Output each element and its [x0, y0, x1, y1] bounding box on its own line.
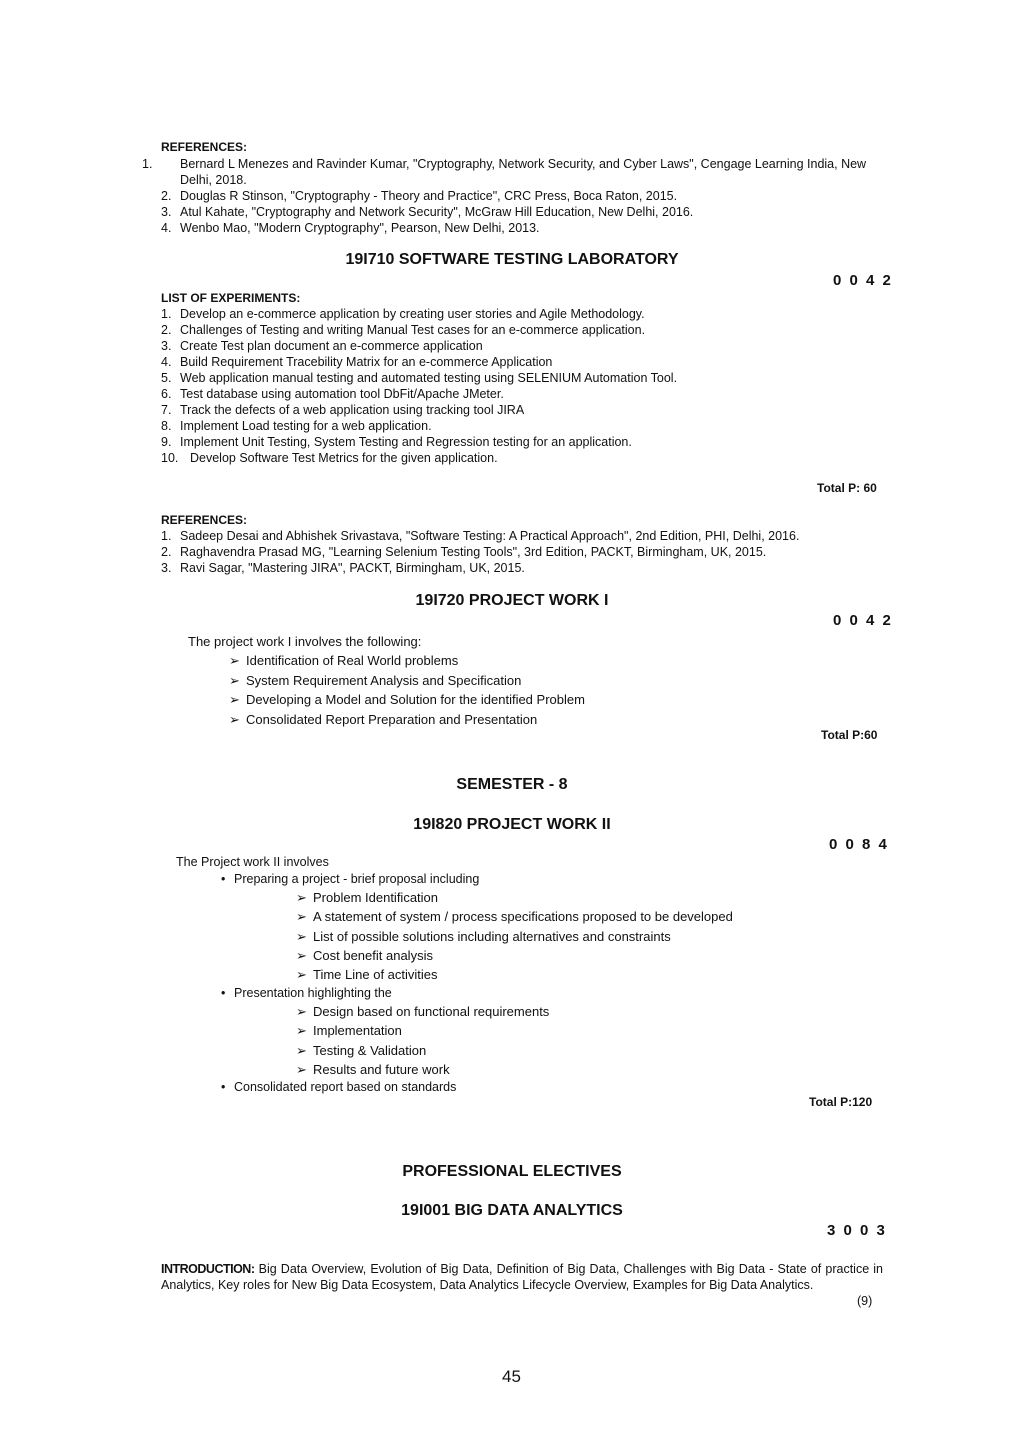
- list-item: ➢ Problem Identification: [296, 890, 439, 905]
- introduction-paragraph: [161, 1261, 883, 1293]
- experiment-item: 2. Challenges of Testing and writing Manual Test cases for an e-commerce application.: [161, 323, 646, 337]
- experiment-item: 1. Develop an e-commerce application by creating user stories and Agile Methodology.: [161, 307, 645, 321]
- list-item: ➢ System Requirement Analysis and Specification: [229, 672, 522, 688]
- list-item: ➢ List of possible solutions including alternatives and constraints: [296, 928, 671, 944]
- reference-item: 3. Ravi Sagar, "Mastering JIRA", PACKT, Birmingham, UK, 2015.: [161, 561, 525, 575]
- project2-credits: 0 0 8 4: [829, 836, 889, 853]
- electives-heading: PROFESSIONAL ELECTIVES: [402, 1163, 622, 1180]
- list-item: ➢ Results and future work: [296, 1061, 450, 1077]
- list-item: ➢ Implementation: [296, 1023, 402, 1039]
- project1-total: Total P:60: [821, 728, 878, 742]
- lab-references-list: [161, 528, 799, 576]
- introduction-text: Big Data Overview, Evolution of Big Data, Definition of Big Data, Challenges with Big Data - State of practice in Analytics, Key roles for New Big Data Ecosystem, Data Analytics Lifecycle Overview, Examples for Big Data Analytics.: [161, 1262, 883, 1292]
- project2-intro: The Project work II involves: [176, 855, 329, 869]
- introduction-hours: (9): [857, 1294, 873, 1308]
- reference-item: 4. Wenbo Mao, "Modern Cryptography", Pearson, New Delhi, 2013.: [161, 221, 540, 235]
- elective-course-title: 19I001 BIG DATA ANALYTICS: [401, 1202, 623, 1219]
- experiments-list: [161, 306, 677, 466]
- reference-item: 1. Bernard L Menezes and Ravinder Kumar, "Cryptography, Network Security, and Cyber Laws", Cengage Learning India, New Delhi, 2018.: [142, 157, 867, 187]
- project2-group-label: • Presentation highlighting the: [221, 986, 392, 1000]
- project2-group-label: • Consolidated report based on standards: [221, 1080, 457, 1094]
- introduction-label: INTRODUCTION:: [161, 1262, 255, 1276]
- reference-item: 3. Atul Kahate, "Cryptography and Network Security", McGraw Hill Education, New Delhi, 2016.: [161, 205, 694, 219]
- list-item: ➢ Cost benefit analysis: [296, 947, 433, 963]
- list-item: ➢ A statement of system / process specifications proposed to be developed: [296, 909, 733, 925]
- project2-group-label: • Preparing a project - brief proposal including: [221, 872, 480, 886]
- list-item: ➢ Consolidated Report Preparation and Presentation: [229, 711, 538, 727]
- list-item: ➢ Developing a Model and Solution for the identified Problem: [229, 692, 585, 707]
- lab-course-title: 19I710 SOFTWARE TESTING LABORATORY: [345, 251, 679, 268]
- semester-heading: SEMESTER - 8: [456, 776, 568, 793]
- list-item: ➢ Design based on functional requirements: [296, 1004, 550, 1019]
- list-item: ➢ Time Line of activities: [296, 967, 438, 983]
- lab-references-heading: REFERENCES:: [161, 513, 248, 527]
- experiment-item: 9. Implement Unit Testing, System Testing and Regression testing for an application.: [161, 435, 632, 449]
- project2-title: 19I820 PROJECT WORK II: [413, 816, 611, 833]
- reference-item: 2. Raghavendra Prasad MG, "Learning Selenium Testing Tools", 3rd Edition, PACKT, Birmingham, UK, 2015.: [161, 545, 767, 559]
- references-list: [142, 156, 900, 236]
- list-item: ➢ Identification of Real World problems: [229, 653, 459, 668]
- project2-total: Total P:120: [809, 1095, 873, 1109]
- experiment-item: 6. Test database using automation tool DbFit/Apache JMeter.: [161, 387, 504, 401]
- experiment-item: 8. Implement Load testing for a web application.: [161, 419, 432, 433]
- references-heading: REFERENCES:: [161, 140, 248, 154]
- reference-item: 1. Sadeep Desai and Abhishek Srivastava, "Software Testing: A Practical Approach", 2nd Edition, PHI, Delhi, 2016.: [161, 529, 800, 543]
- project1-title: 19I720 PROJECT WORK I: [415, 592, 609, 609]
- experiment-item: 5. Web application manual testing and automated testing using SELENIUM Automation Tool.: [161, 371, 678, 385]
- experiments-heading: LIST OF EXPERIMENTS:: [161, 291, 301, 305]
- page-number: 45: [502, 1367, 521, 1386]
- project1-list: [229, 651, 585, 729]
- project1-credits: 0 0 4 2: [833, 612, 893, 629]
- experiment-item: 10. Develop Software Test Metrics for the given application.: [161, 451, 498, 465]
- lab-total: Total P: 60: [817, 481, 877, 495]
- experiment-item: 3. Create Test plan document an e-commerce application: [161, 339, 483, 353]
- experiment-item: 4. Build Requirement Tracebility Matrix for an e-commerce Application: [161, 355, 553, 369]
- elective-credits: 3 0 0 3: [827, 1222, 887, 1239]
- list-item: ➢ Testing & Validation: [296, 1042, 427, 1058]
- reference-item: 2. Douglas R Stinson, "Cryptography - Theory and Practice", CRC Press, Boca Raton, 2015.: [161, 189, 678, 203]
- project2-sub-list: [296, 888, 733, 984]
- lab-credits: 0 0 4 2: [833, 272, 893, 289]
- project2-sub-list: [296, 1002, 549, 1079]
- project1-intro: The project work I involves the following:: [188, 634, 422, 649]
- experiment-item: 7. Track the defects of a web application using tracking tool JIRA: [161, 403, 525, 417]
